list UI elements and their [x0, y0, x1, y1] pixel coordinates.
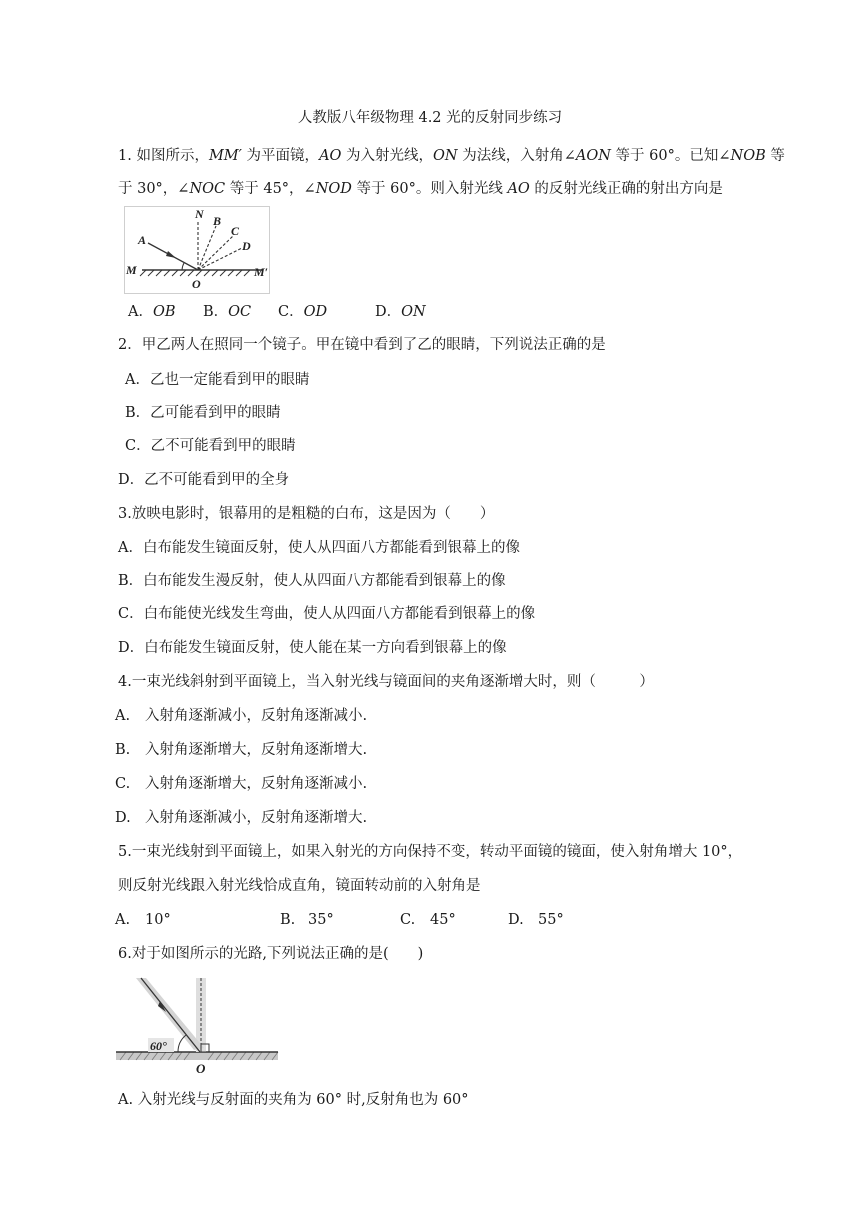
- reflection-diagram-1: [124, 206, 270, 294]
- question-4-option-d[interactable]: D. 入射角逐渐减小，反射角逐渐增大.: [115, 810, 368, 826]
- question-1-option-d[interactable]: D．ON: [375, 304, 426, 320]
- question-3-option-b[interactable]: B．白布能发生漫反射，使人从四面八方都能看到银幕上的像: [118, 573, 506, 589]
- question-5-option-b[interactable]: B. 35°: [280, 912, 334, 928]
- question-5-option-a[interactable]: A. 10°: [115, 912, 171, 928]
- question-5-stem-line-1: 5.一束光线射到平面镜上，如果入射光的方向保持不变，转动平面镜的镜面，使入射角增大 10°，: [118, 844, 743, 860]
- question-1-option-b[interactable]: B．OC: [203, 304, 252, 320]
- reflection-diagram-2: [114, 976, 280, 1076]
- question-2-option-d[interactable]: D．乙不可能看到甲的全身: [118, 472, 290, 488]
- question-5-stem-line-2: 则反射光线跟入射光线恰成直角，镜面转动前的入射角是: [118, 878, 481, 894]
- question-5-option-d[interactable]: D. 55°: [508, 912, 564, 928]
- question-5-option-c[interactable]: C. 45°: [400, 912, 456, 928]
- question-6-option-a[interactable]: A. 入射光线与反射面的夹角为 60° 时,反射角也为 60°: [118, 1092, 469, 1108]
- question-1-line-1: 1. 如图所示，MM′ 为平面镜，AO 为入射光线，ON 为法线，入射角∠AON 等于 60°。已知∠NOB 等: [118, 148, 785, 164]
- question-4-option-c[interactable]: C. 入射角逐渐增大，反射角逐渐减小.: [115, 776, 368, 792]
- question-3-option-a[interactable]: A．白布能发生镜面反射，使人从四面八方都能看到银幕上的像: [118, 540, 520, 556]
- label-o: O: [192, 277, 201, 291]
- question-2-option-a[interactable]: A．乙也一定能看到甲的眼睛: [125, 372, 310, 388]
- question-2-option-c[interactable]: C．乙不可能看到甲的眼睛: [125, 438, 296, 454]
- page-title: 人教版八年级物理 4.2 光的反射同步练习: [297, 110, 563, 126]
- label-m-prime: M′: [254, 265, 269, 279]
- question-2-stem: 2．甲乙两人在照同一个镜子。甲在镜中看到了乙的眼睛，下列说法正确的是: [118, 337, 606, 353]
- question-4-option-a[interactable]: A. 入射角逐渐减小，反射角逐渐减小.: [115, 708, 368, 724]
- label-c: C: [231, 224, 240, 238]
- label-m: M: [126, 263, 137, 277]
- question-6-stem: 6.对于如图所示的光路,下列说法正确的是( ): [118, 946, 424, 962]
- question-4-stem: 4.一束光线斜射到平面镜上，当入射光线与镜面间的夹角逐渐增大时，则（ ）: [118, 674, 654, 690]
- question-2-option-b[interactable]: B．乙可能看到甲的眼睛: [125, 405, 281, 421]
- question-1-option-c[interactable]: C．OD: [278, 304, 328, 320]
- question-1-line-2: 于 30°，∠NOC 等于 45°，∠NOD 等于 60°。则入射光线 AO 的反射光线正确的射出方向是: [118, 181, 723, 197]
- label-b: B: [213, 214, 222, 228]
- question-3-stem: 3.放映电影时，银幕用的是粗糙的白布，这是因为（ ）: [118, 506, 495, 522]
- label-d: D: [242, 239, 251, 253]
- question-1-option-a[interactable]: A．OB: [128, 304, 176, 320]
- question-3-option-d[interactable]: D．白布能发生镜面反射，使人能在某一方向看到银幕上的像: [118, 640, 507, 656]
- label-a: A: [138, 233, 147, 247]
- angle-label-60: 60°: [150, 1039, 167, 1053]
- label-o-2: O: [196, 1061, 206, 1076]
- label-n: N: [195, 207, 204, 221]
- question-3-option-c[interactable]: C．白布能使光线发生弯曲，使人从四面八方都能看到银幕上的像: [118, 606, 536, 622]
- question-4-option-b[interactable]: B. 入射角逐渐增大，反射角逐渐增大.: [115, 742, 368, 758]
